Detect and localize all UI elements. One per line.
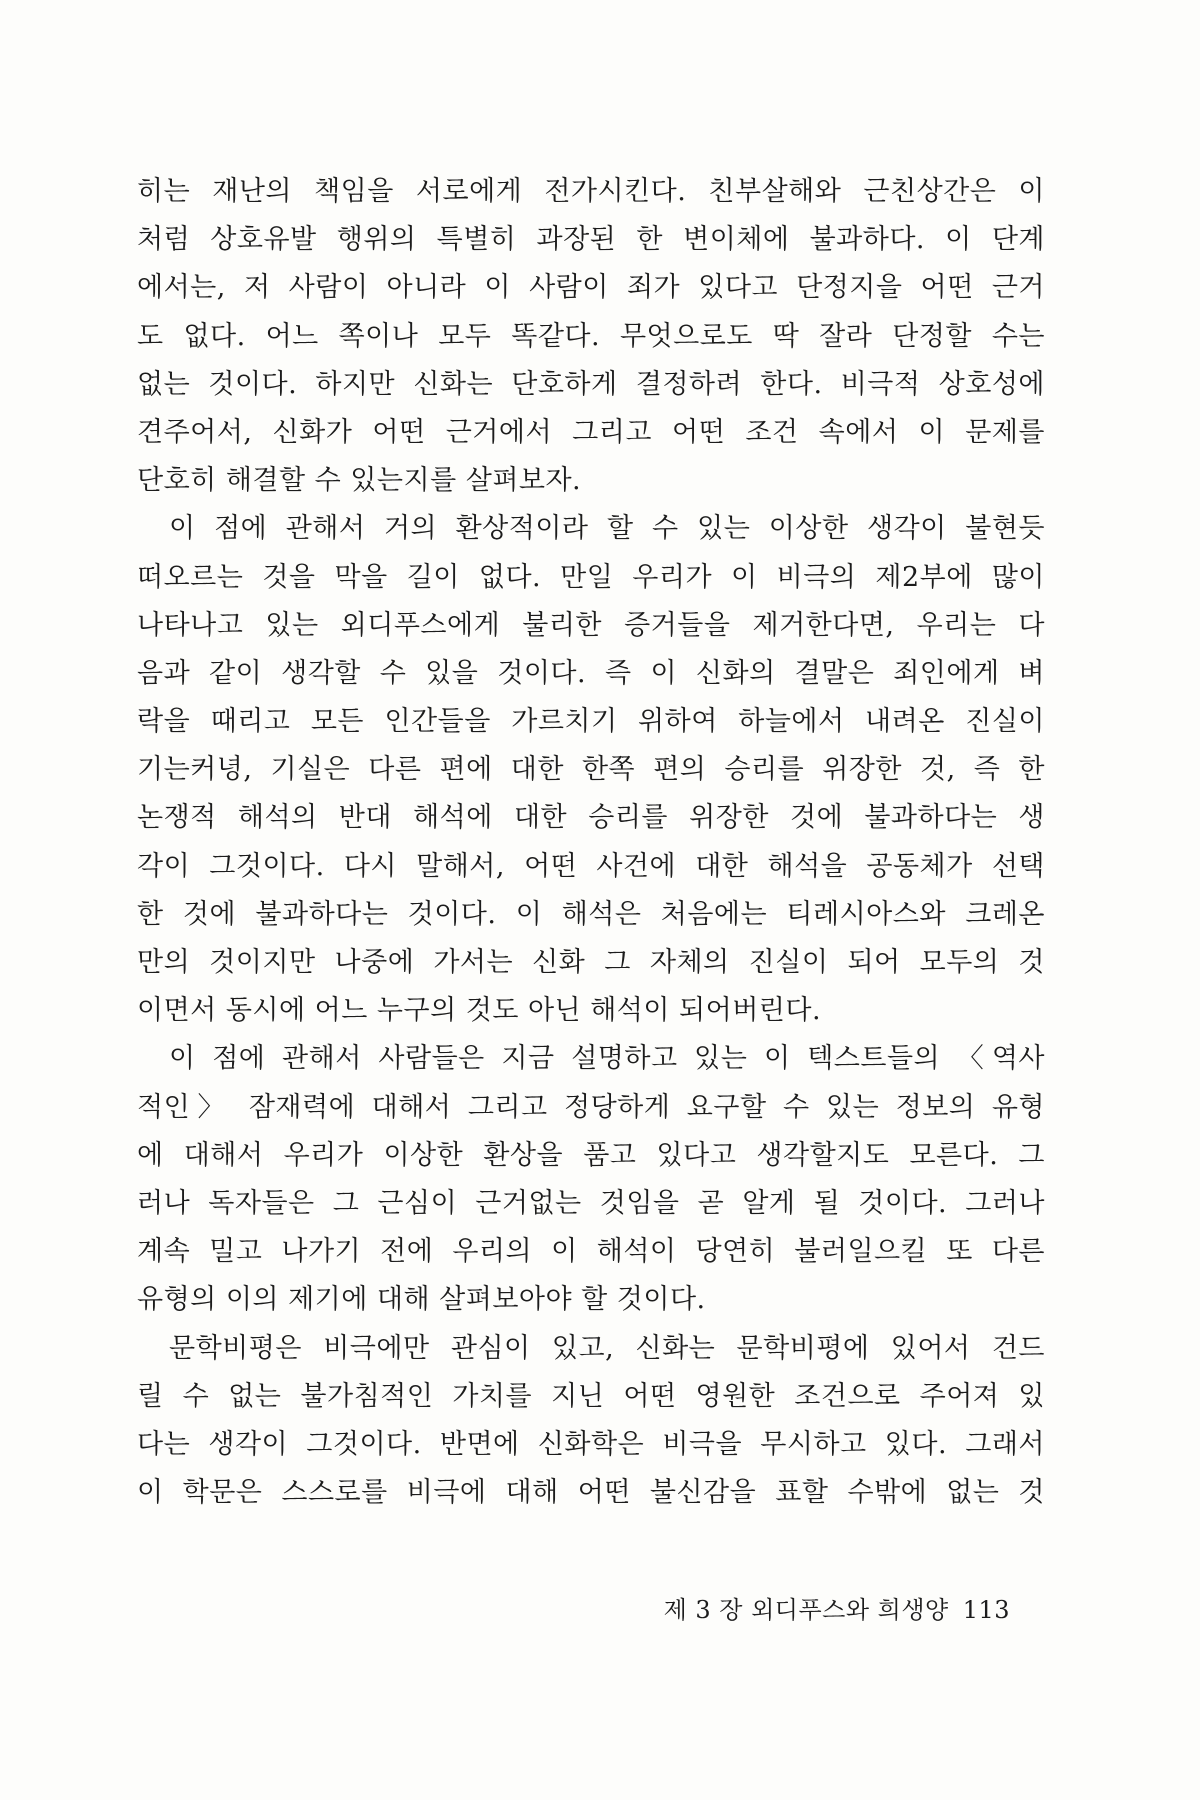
text-line: 기는커녕, 기실은 다른 편에 대한 한쪽 편의 승리를 위장한 것, 즉 한: [137, 754, 1045, 786]
text-line: 이면서 동시에 어느 누구의 것도 아닌 해석이 되어버린다.: [137, 995, 822, 1027]
body-text: [137, 168, 1045, 1517]
text-line: 이 학문은 스스로를 비극에 대해 어떤 불신감을 표할 수밖에 없는 것: [137, 1477, 1045, 1509]
text-line: 에서는, 저 사람이 아니라 이 사람이 죄가 있다고 단정지을 어떤 근거: [137, 272, 1045, 304]
text-line: 유형의 이의 제기에 대해 살펴보아야 할 것이다.: [137, 1284, 706, 1316]
text-line: 각이 그것이다. 다시 말해서, 어떤 사건에 대한 해석을 공동체가 선택: [137, 850, 1045, 882]
text-line: 견주어서, 신화가 어떤 근거에서 그리고 어떤 조건 속에서 이 문제를: [137, 416, 1045, 448]
text-line: 러나 독자들은 그 근심이 근거없는 것임을 곧 알게 될 것이다. 그러나: [137, 1187, 1045, 1219]
text-line: 도 없다. 어느 쪽이나 모두 똑같다. 무엇으로도 딱 잘라 단정할 수는: [137, 320, 1045, 352]
text-line: 릴 수 없는 불가침적인 가치를 지닌 어떤 영원한 조건으로 주어져 있: [137, 1380, 1045, 1412]
text-line: 다는 생각이 그것이다. 반면에 신화학은 비극을 무시하고 있다. 그래서: [137, 1428, 1045, 1460]
page-number: 113: [962, 1596, 1010, 1624]
text-line: 락을 때리고 모든 인간들을 가르치기 위하여 하늘에서 내려온 진실이: [137, 706, 1045, 738]
text-line: 처럼 상호유발 행위의 특별히 과장된 한 변이체에 불과하다. 이 단계: [137, 224, 1045, 256]
paragraph-first-line: 이 점에 관해서 사람들은 지금 설명하고 있는 이 텍스트들의 〈역사: [169, 1043, 1045, 1075]
text-line: 계속 밀고 나가기 전에 우리의 이 해석이 당연히 불러일으킬 또 다른: [137, 1236, 1045, 1268]
running-footer: [0, 1590, 1010, 1625]
text-line: 에 대해서 우리가 이상한 환상을 품고 있다고 생각할지도 모른다. 그: [137, 1139, 1045, 1171]
text-line: 논쟁적 해석의 반대 해석에 대한 승리를 위장한 것에 불과하다는 생: [137, 802, 1045, 834]
text-line: 단호히 해결할 수 있는지를 살펴보자.: [137, 465, 582, 497]
paragraph-first-line: 이 점에 관해서 거의 환상적이라 할 수 있는 이상한 생각이 불현듯: [169, 513, 1045, 545]
paragraph-first-line: 문학비평은 비극에만 관심이 있고, 신화는 문학비평에 있어서 건드: [169, 1332, 1045, 1364]
text-line: 떠오르는 것을 막을 길이 없다. 만일 우리가 이 비극의 제2부에 많이: [137, 561, 1045, 593]
text-line: 음과 같이 생각할 수 있을 것이다. 즉 이 신화의 결말은 죄인에게 벼: [137, 657, 1045, 689]
text-line: 나타나고 있는 외디푸스에게 불리한 증거들을 제거한다면, 우리는 다: [137, 609, 1045, 641]
text-line: 적인〉 잠재력에 대해서 그리고 정당하게 요구할 수 있는 정보의 유형: [137, 1091, 1045, 1123]
chapter-title: 제 3 장 외디푸스와 희생양: [663, 1596, 949, 1624]
text-line: 히는 재난의 책임을 서로에게 전가시킨다. 친부살해와 근친상간은 이: [137, 176, 1045, 207]
text-line: 없는 것이다. 하지만 신화는 단호하게 결정하려 한다. 비극적 상호성에: [137, 368, 1045, 400]
text-line: 만의 것이지만 나중에 가서는 신화 그 자체의 진실이 되어 모두의 것: [137, 947, 1045, 978]
text-line: 한 것에 불과하다는 것이다. 이 해석은 처음에는 티레시아스와 크레온: [137, 898, 1045, 930]
